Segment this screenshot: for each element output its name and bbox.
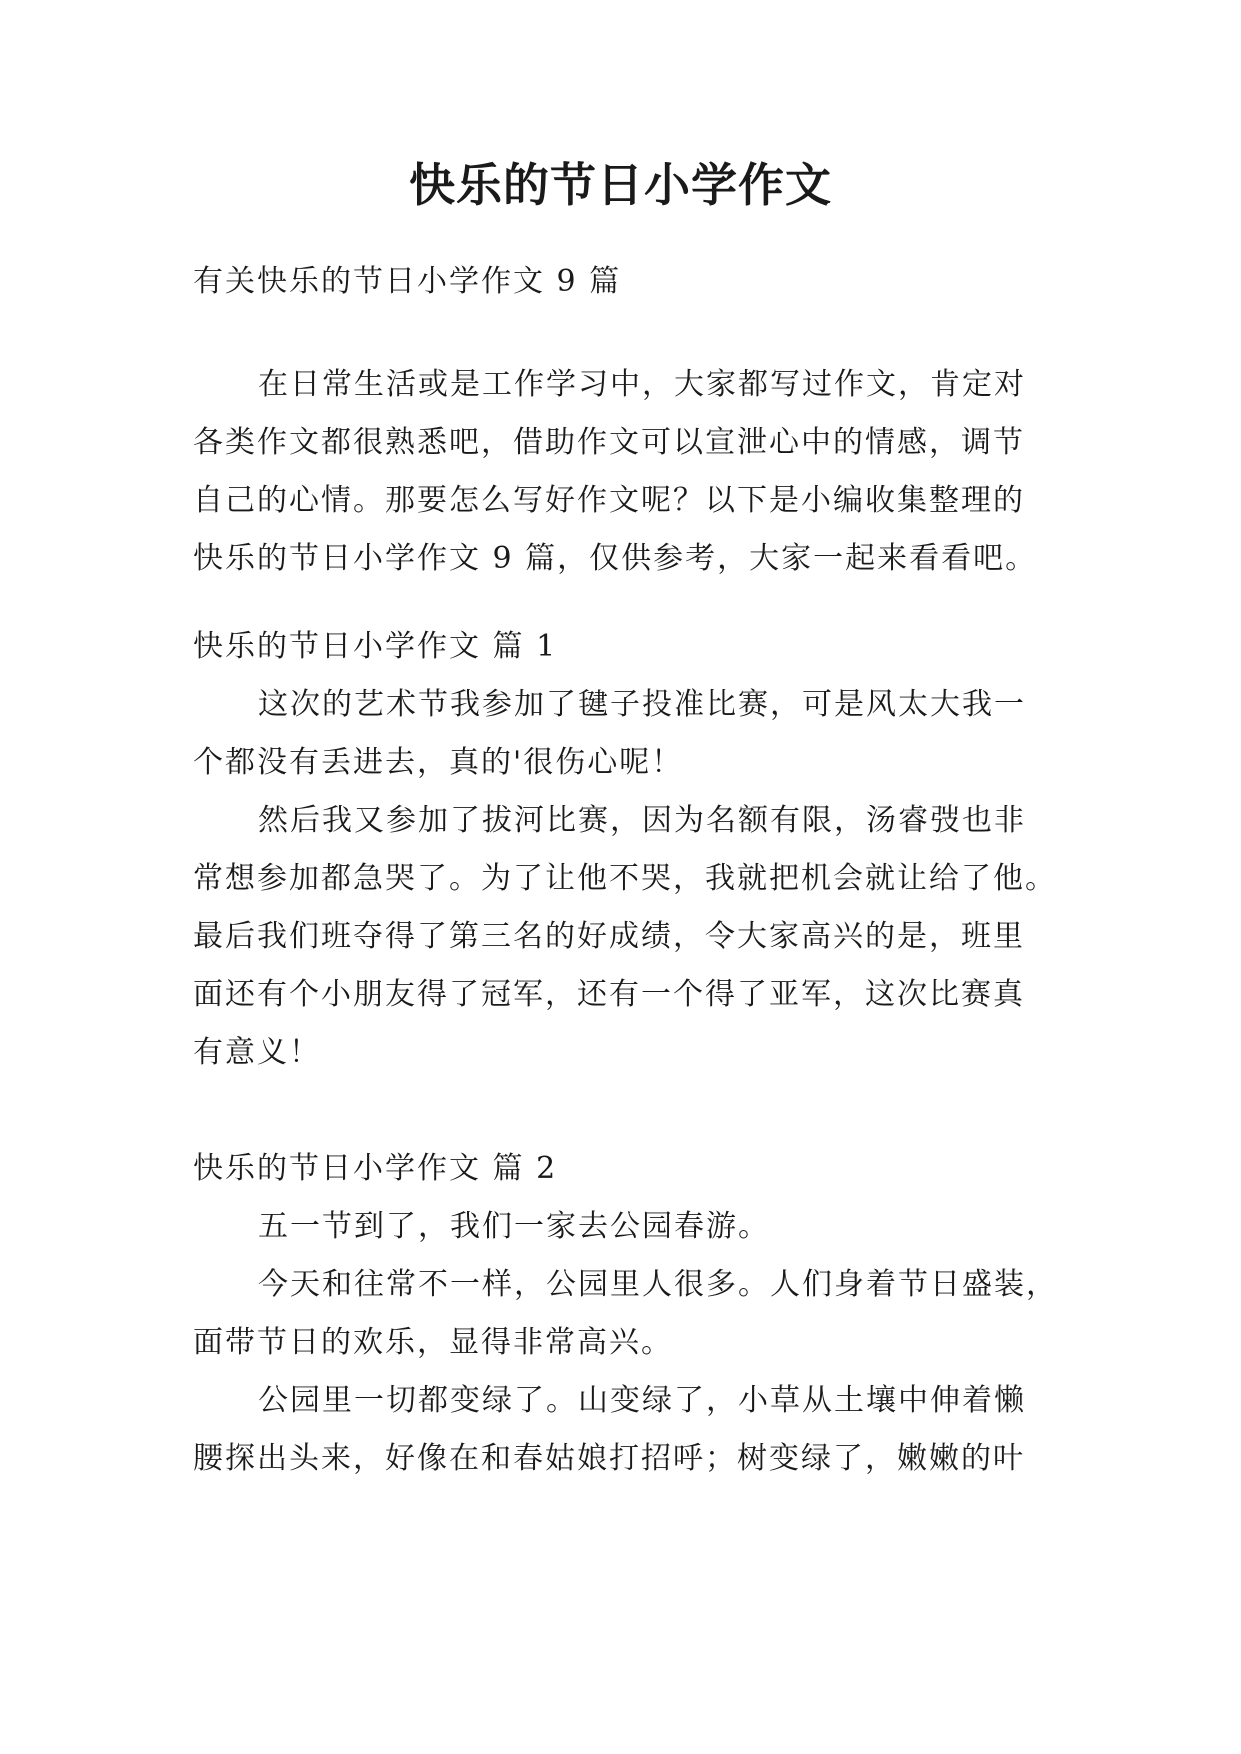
paragraph-line: 最后我们班夺得了第三名的好成绩，令大家高兴的是，班里 <box>193 919 1025 954</box>
document-subtitle <box>193 253 1063 311</box>
section-heading: 快乐的节日小学作文 篇 1 <box>193 629 558 664</box>
intro-paragraph <box>193 356 1063 588</box>
paragraph-line: 面带节日的欢乐，显得非常高兴。 <box>193 1325 673 1360</box>
paragraph-line: 各类作文都很熟悉吧，借助作文可以宣泄心中的情感，调节 <box>193 425 1025 460</box>
section-1 <box>193 618 1063 1082</box>
paragraph-line: 自己的心情。那要怎么写好作文呢？以下是小编收集整理的 <box>193 483 1025 518</box>
section-2 <box>193 1140 1063 1488</box>
paragraph-line: 面还有个小朋友得了冠军，还有一个得了亚军，这次比赛真 <box>193 977 1025 1012</box>
paragraph-line: 腰探出头来，好像在和春姑娘打招呼；树变绿了，嫩嫩的叶 <box>193 1441 1025 1476</box>
paragraph-line: 快乐的节日小学作文 9 篇，仅供参考，大家一起来看看吧。 <box>193 541 1038 576</box>
paragraph-line: 有意义！ <box>193 1035 321 1070</box>
paragraph-line: 个都没有丢进去，真的'很伤心呢！ <box>193 745 684 780</box>
paragraph-line: 这次的艺术节我参加了毽子投准比赛，可是风太大我一 <box>258 687 1026 722</box>
document-title: 快乐的节日小学作文 <box>409 158 832 212</box>
section-heading: 快乐的节日小学作文 篇 2 <box>193 1151 558 1186</box>
paragraph-line: 然后我又参加了拔河比赛，因为名额有限，汤睿弢也非 <box>258 803 1026 838</box>
subtitle-line: 有关快乐的节日小学作文 9 篇 <box>193 264 622 299</box>
paragraph-line: 今天和往常不一样，公园里人很多。人们身着节日盛装， <box>258 1267 1058 1302</box>
paragraph-line: 常想参加都急哭了。为了让他不哭，我就把机会就让给了他。 <box>193 861 1057 896</box>
paragraph-line: 公园里一切都变绿了。山变绿了，小草从土壤中伸着懒 <box>258 1383 1026 1418</box>
paragraph-line: 在日常生活或是工作学习中，大家都写过作文，肯定对 <box>258 367 1026 402</box>
paragraph-line: 五一节到了，我们一家去公园春游。 <box>258 1209 770 1244</box>
